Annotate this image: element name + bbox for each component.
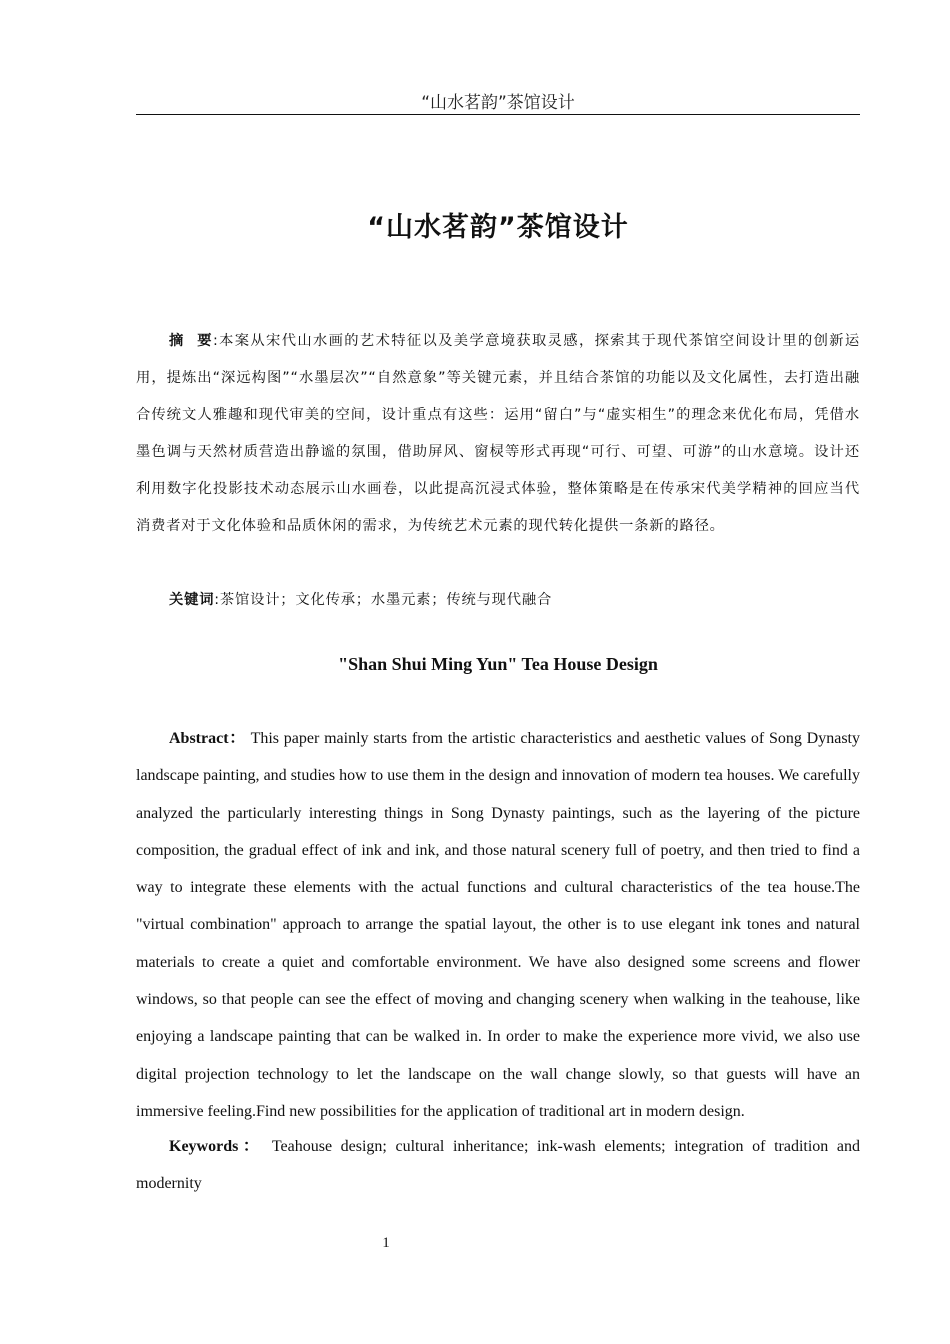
keywords-english [136,1128,860,1202]
keywords-chinese-separator: : [214,592,220,608]
title-english: "Shan Shui Ming Yun" Tea House Design [338,654,658,674]
abstract-chinese-separator: : [212,333,219,349]
abstract-chinese [136,323,860,545]
keywords-chinese [136,582,860,619]
abstract-english-label: Abstract： [169,730,247,747]
running-header: “山水茗韵”茶馆设计 [421,93,575,113]
title-chinese: “山水茗韵”茶馆设计 [367,212,629,243]
keywords-chinese-label: 关键词 [169,592,215,608]
header-rule [136,114,860,115]
abstract-chinese-label: 摘 要 [169,333,213,349]
keywords-english-text: Teahouse design; cultural inheritance; ink-wash elements; integration of tradition and modernity [136,1138,860,1192]
page-number: 1 [382,1235,390,1251]
abstract-english [136,720,860,1130]
abstract-chinese-text: 本案从宋代山水画的艺术特征以及美学意境获取灵感，探索其于现代茶馆空间设计里的创新运用，提炼出“深远构图”“水墨层次”“自然意象”等关键元素，并且结合茶馆的功能以及文化属性，去打造出融合传统文人雅趣和现代审美的空间，设计重点有这些：运用“留白”与“虚实相生”的理念来优化布局，凭借水墨色调与天然材质营造出静谧的氛围，借助屏风、窗棂等形式再现“可行、可望、可游”的山水意境。设计还利用数字化投影技术动态展示山水画卷，以此提高沉浸式体验，整体策略是在传承宋代美学精神的回应当代消费者对于文化体验和品质休闲的需求，为传统艺术元素的现代转化提供一条新的路径。 [136,333,861,534]
keywords-chinese-text: 茶馆设计；文化传承；水墨元素；传统与现代融合 [219,592,553,608]
keywords-english-label: Keywords： [169,1138,264,1155]
abstract-english-text: This paper mainly starts from the artistic characteristics and aesthetic values of Song Dynasty landscape painting, and studies how to use them in the design and innovation of modern tea houses. We carefully analyzed the particularly interesting things in Song Dynasty paintings, such as the layering of the picture composition, the gradual effect of ink and ink, and those natural scenery full of poetry, and then tried to find a way to integrate these elements with the actual functions and cultural characteristics of the tea house.The "virtual combination" approach to arrange the spatial layout, the other is to use elegant ink tones and natural materials to create a quiet and comfortable environment. We have also designed some screens and flower windows, so that people can see the effect of moving and changing scenery when walking in the teahouse, like enjoying a landscape painting that can be walked in. In order to make the experience more vivid, we also use digital projection technology to let the landscape on the wall change slowly, so that guests will have an immersive feeling.Find new possibilities for the application of traditional art in modern design. [136,730,860,1120]
